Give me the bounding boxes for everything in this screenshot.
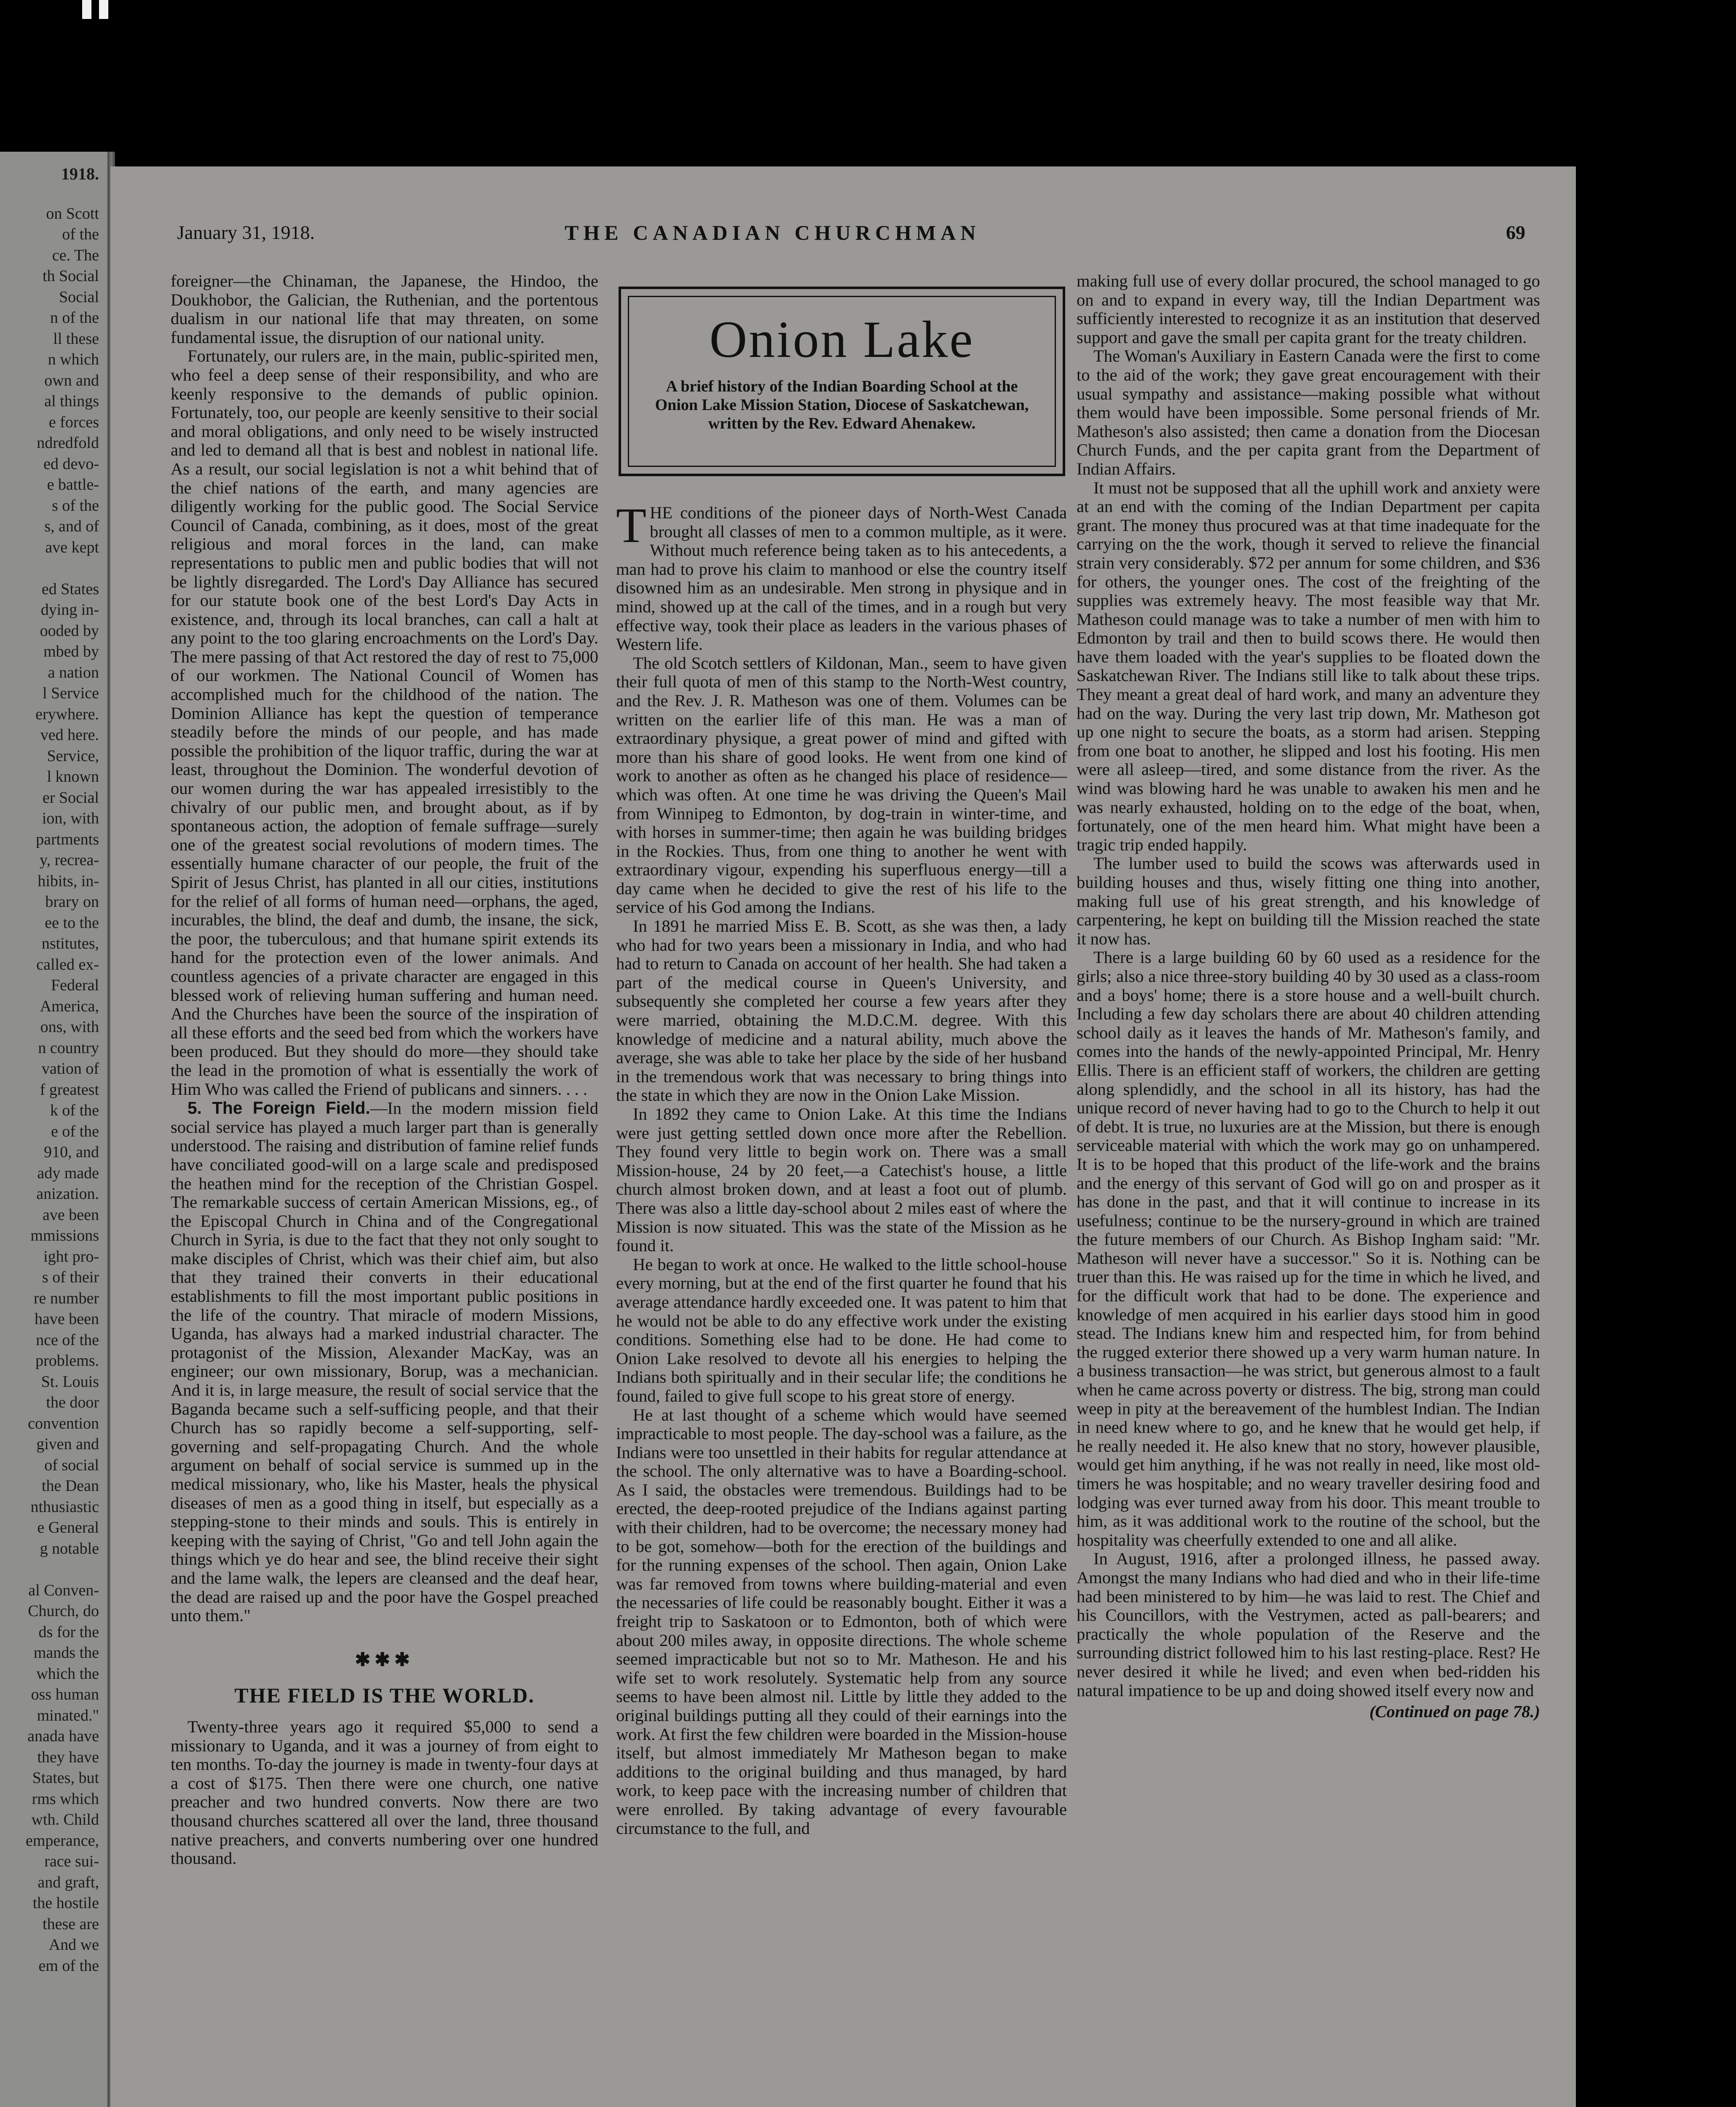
facing-page-fragment: rms which (32, 1790, 99, 1808)
facing-page-fragment: n country (38, 1039, 99, 1057)
facing-page-fragment: ons, with (40, 1018, 99, 1036)
facing-page-fragment: wth. Child (31, 1811, 99, 1828)
paragraph: 5. The Foreign Field.—In the modern mission field social service has played a much larger part than is generally understood. The raising and distribution of famine relief funds have conciliated good-will on a large scale and predisposed the heathen mind for the reception of the Christian Gospel. The remarkable success of certain American Missions, eg., of the Episcopal Church in China and of the Congregational Church in Syria, is due to the fact that they not only sought to make disciples of Christ, which was their chief aim, but also that they trained their converts in their educational establishments to fill the most important public positions in the life of the country. That miracle of modern Missions, Uganda, has always had a marked industrial character. The protagonist of the Mission, Alexander MacKay, was an engineer; our own missionary, Borup, was a mechanician. And it is, in large measure, the result of social service that the Baganda became such a self-sufficing people, and that their Church has so rapidly become a self-supporting, self-governing and self-propagating Church. And the whole argument on behalf of social service is summed up in the medical missionary, who, like his Master, heals the physical diseases of men as a good thing in itself, but especially as a stepping-stone to their minds and souls. This is entirely in keeping with the saying of Christ, "Go and tell John again the things which ye do hear and see, the blind receive their sight and the lame walk, the lepers are cleansed and the deaf hear, the dead are raised up and the poor have the Gospel preached unto them." (171, 1098, 598, 1625)
paragraph: The old Scotch settlers of Kildonan, Man., seem to have given their full quota of men of this stamp to the North-West country, and the Rev. J. R. Matheson was one of them. Volumes can be written on the earlier life of this man. He was a man of extraordinary physique, a great power of mind and gifted with more than his share of good looks. He went from one kind of work to another as often as he changed his place of residence—which was often. At one time he was driving the Queen's Mail from Winnipeg to Edmonton, by dog-train in winter-time, and with horses in summer-time; then again he was building bridges in the Rockies. Thus, from one thing to another he went with extraordinary vigour, expending his superfluous energy—till a day came when he decided to give the rest of his life to the service of his God among the Indians. (616, 653, 1067, 917)
facing-page-fragment: brary on (45, 893, 99, 911)
paragraph: In 1892 they came to Onion Lake. At this time the Indians were just getting settled down once more after the Rebellion. They found very little to begin work on. There was a small Mission-house, 24 by 20 feet,—a Catechist's house, a little church almost broken down, and at least a foot out of plumb. There was also a little day-school about 2 miles east of where the Mission is now situated. This was the state of the Mission as he found it. (616, 1104, 1067, 1255)
paragraph: The Woman's Auxiliary in Eastern Canada were the first to come to the aid of the work; they gave great encouragement with their usual sympathy and assistance—making possible what without them would have been impossible. Some personal friends of Mr. Matheson's also assisted; then came a donation from the Diocesan Church Funds, and the per capita grant from the Department of Indian Affairs. (1077, 346, 1540, 478)
paragraph: THE conditions of the pioneer days of North-West Canada brought all classes of men to a common multiple, as it were. Without much reference being taken as to his antecedents, a man had to prove his claim to manhood or else the country itself disowned him as an undesirable. Men strong in physique and in mind, showed up at the call of the times, and in a rough but very effective way, took their place as leaders in the various phases of Western life. (616, 498, 1067, 654)
facing-page-fragment: ved here. (40, 726, 99, 744)
facing-page-fragment: y, recrea- (40, 851, 99, 869)
facing-page-fragment: own and (44, 371, 99, 389)
facing-page-fragment: ee to the (45, 914, 99, 932)
facing-page-fragment: n of the (50, 309, 99, 327)
facing-page-fragment: vation of (41, 1060, 99, 1078)
facing-page-fragment: called ex- (36, 955, 99, 973)
facing-page-fragment: ave been (43, 1206, 99, 1224)
facing-page-fragment: e battle- (47, 476, 99, 493)
facing-page-fragment: al Conven- (28, 1581, 99, 1599)
article-title-box (619, 287, 1065, 476)
facing-page-fragment: Social (59, 288, 99, 306)
facing-page-fragment: nthusiastic (30, 1498, 99, 1516)
section-title: THE FIELD IS THE WORLD. (234, 1683, 535, 1708)
facing-page-fragment: partments (36, 830, 99, 848)
facing-page-fragment (0, 1559, 107, 1580)
facing-page-fragment: g notable (40, 1539, 99, 1557)
facing-page-fragment: ady made (37, 1164, 99, 1182)
section-separator: ✱✱✱ (355, 1649, 414, 1670)
facing-page-fragment: mands the (33, 1644, 99, 1662)
facing-page-fragment: convention (28, 1414, 99, 1432)
issue-date: January 31, 1918. (177, 222, 315, 243)
facing-page-fragment: n which (48, 351, 99, 368)
paragraph: In August, 1916, after a prolonged illness, he passed away. Amongst the many Indians who had died and who in their life-time had been ministered to by him—he was laid to rest. The Chief and his Councillors, with the Vestrymen, acted as pall-bearers; and practically the whole population of the Reserve and the surrounding district followed him to his last resting-place. Rest? He never desired it while he lived; and even when bed-ridden his natural impatience to be up and doing showed itself every now and (1077, 1549, 1540, 1700)
paragraph: making full use of every dollar procured, the school managed to go on and to expand in every way, till the Indian Department was sufficiently interested to recognize it as an institution that deserved support and gave the small per capita grant for the treaty children. (1077, 271, 1540, 347)
facing-page-fragment: er Social (42, 788, 99, 807)
facing-page-fragment: nce of the (36, 1331, 99, 1349)
facing-page-fragment: ooded by (40, 622, 99, 640)
facing-page-fragment: re number (33, 1289, 99, 1307)
drop-cap: T (616, 498, 647, 553)
facing-page-fragment: ed States (41, 580, 99, 598)
facing-page-fragment: race sui- (44, 1852, 99, 1870)
facing-page-fragment: ce. The (52, 246, 99, 264)
article-title: Onion Lake (709, 311, 975, 368)
facing-page-fragment: ave kept (45, 538, 99, 556)
paragraph: He began to work at once. He walked to the little school-house every morning, but at the end of the first quarter he found that his average attendance hardly exceeded one. It was patent to him that he would not be able to do any effective work under the existing conditions. Something else had to be done. He had come to Onion Lake resolved to devote all his energies to helping the Indians both spiritually and in their secular life; the conditions he found, failed to give full scope to his great store of energy. (616, 1255, 1067, 1405)
facing-page-fragment: ight pro- (43, 1247, 99, 1265)
facing-page-fragment: k of the (50, 1102, 99, 1119)
column-middle (616, 498, 1067, 1838)
facing-page-fragment: and graft, (38, 1873, 99, 1891)
facing-page-fragment: e of the (51, 1122, 99, 1140)
facing-page-fragment: the Dean (41, 1477, 99, 1495)
paragraph: Twenty-three years ago it required $5,000 to send a missionary to Uganda, and it was a journey of from eight to ten months. To-day the journey is made in twenty-four days at a cost of $175. Then there were one church, one native preacher and two hundred converts. Now there are two thousand churches scattered all over the land, three thousand native preachers, and converts numbering over one hundred thousand. (171, 1717, 598, 1868)
facing-page-fragment: have been (35, 1310, 99, 1328)
facing-page-fragment: anada have (27, 1727, 99, 1745)
facing-page-fragment: ion, with (42, 810, 99, 827)
facing-page-fragment: emperance, (25, 1831, 99, 1850)
facing-page-fragment: s of their (42, 1268, 99, 1286)
paragraph: He at last thought of a scheme which would have seemed impracticable to most people. The day-school was a failure, as the Indians were too unsettled in their habits for regular attendance at the school. The only alternative was to have a Boarding-school. As I said, the obstacles were tremendous. Buildings had to be erected, the deep-rooted prejudice of the Indians against parting with their children, had to be overcome; the necessary money had to be got, somehow—both for the erection of the buildings and for the running expenses of the school. Then again, Onion Lake was far removed from towns where building-material and even the necessaries of life could be reasonably bought. Either it was a freight trip to Saskatoon or to Edmonton, both of which were about 200 miles away, in opposite directions. The whole scheme seemed impracticable but not so to Mr. Matheson. He and his wife set to work resolutely. Systematic help from any source seems to have been almost nil. Little by little they added to the original buildings putting all they could of their earnings into the work. At first the few children were boarded in the Mission-house itself, but almost immediately Mr Matheson began to make additions to the original building and thus managed, by hard work, to keep pace with the increasing number of children that were enrolled. By taking advantage of every favourable circumstance to the full, and (616, 1405, 1067, 1838)
facing-page-fragment (0, 558, 107, 579)
facing-page-fragment: minated." (37, 1706, 99, 1724)
facing-page-fragment: ds for the (38, 1623, 99, 1641)
facing-page-fragment: anization. (36, 1185, 99, 1203)
facing-page-fragment: oss human (31, 1686, 99, 1703)
facing-page-fragment: they have (37, 1748, 99, 1766)
facing-page-fragment: America, (40, 997, 99, 1015)
paragraph: foreigner—the Chinaman, the Japanese, the Hindoo, the Doukhobor, the Galician, the Ruthenian, and the portentous dualism in our national life that may threaten, on some fundamental issue, the disruption of our national unity. (171, 271, 598, 347)
page-number: 69 (1506, 222, 1525, 243)
facing-page-fragment: on Scott (46, 204, 99, 222)
facing-page-fragment: mbed by (43, 643, 99, 660)
facing-page-fragment: the hostile (32, 1894, 99, 1912)
facing-page-fragment: St. Louis (41, 1372, 99, 1391)
facing-page-fragment: problems. (35, 1352, 99, 1370)
facing-page-fragment: Service, (47, 747, 99, 765)
facing-page-fragment: e forces (48, 413, 99, 431)
facing-page-fragment: Federal (51, 976, 99, 994)
paragraph: It must not be supposed that all the uphill work and anxiety were at an end with the coming of the Indian Department per capita grant. The money thus procured was at that time inadequate for the carrying on the the work, though it served to relieve the financial strain very considerably. $72 per annum for some children, and $36 for others, the younger ones. The cost of the freighting of the supplies was extremely heavy. The most feasible way that Mr. Matheson could manage was to take a number of men with him to Edmonton by trail and then to build scows there. He would then have them loaded with the year's supplies to be floated down the Saskatchewan River. The Indians still like to talk about these trips. They meant a great deal of hard work, and many an adventure they had on the way. During the very last trip down, Mr. Matheson got up one night to secure the boats, as a storm had arisen. Stepping from one boat to another, he slipped and lost his footing. His men were all asleep—tired, and some distance from the river. As the wind was blowing hard he was unable to awaken his men and he was nearly exhausted, holding on to the edge of the boat, when, fortunately, one of the men heard him. What might have been a tragic trip ended happily. (1077, 478, 1540, 854)
facing-page-fragment: which the (36, 1665, 99, 1683)
paragraph: Fortunately, our rulers are, in the main, public-spirited men, who feel a deep sense of their responsibility, and who are keenly responsive to the demands of public opinion. Fortunately, too, our people are keenly sensitive to their social and moral obligations, and only need to be wisely instructed and led to demand all that is best and noblest in national life. As a result, our social legislation is not a whit behind that of the chief nations of the earth, and many agencies are diligently working for the public good. The Social Service Council of Canada, combining, as it does, most of the great religious and moral forces in the land, can make representations to public men and public bodies that will not be lightly disregarded. The Lord's Day Alliance has secured for our statute book one of the best Lord's Day Acts in existence, and, through its local branches, can call a halt at any point to the too glaring encroachments on the Lord's Day. The mere passing of that Act restored the day of rest to 75,000 of our workmen. The National Council of Women has accomplished much for the childhood of the nation. The Dominion Alliance has kept the question of temperance steadily before the minds of our people, and has made possible the prohibition of the liquor traffic, during the war at least, throughout the Dominion. The wonderful devotion of our women during the war has appealed irresistibly to the chivalry of our public men, and brought about, as if by spontaneous action, the adoption of female suffrage—surely one of the greatest social revolutions of modern times. The essentially humane character of our people, the fruit of the Spirit of Jesus Christ, has planted in all our cities, institutions for the relief of all forms of human need—orphans, the aged, incurables, the blind, the deaf and dumb, the insane, the sick, the poor, the tuberculous; and that humane spirit extends its hand for the protection even of the lower animals. And countless agencies of a private character are engaged in this blessed work of relieving human suffering and human need. And the Churches have been the source of the inspiration of all these efforts and the seed bed from which the workers have been produced. But they should do more—they should take the lead in the promotion of what is essentially the work of Him Who was called the Friend of publicans and sinners. . . . (171, 346, 598, 1099)
facing-page-fragment: e General (37, 1519, 99, 1536)
facing-page-fragment: a nation (48, 663, 99, 681)
facing-page-fragment: given and (36, 1435, 99, 1453)
facing-page-fragment: ll these (53, 330, 99, 348)
facing-page-strip (0, 152, 107, 2107)
column-right (1077, 272, 1540, 1721)
facing-page-fragment: em of the (38, 1957, 99, 1975)
facing-page-year: 1918. (61, 164, 99, 183)
facing-page-fragment: dying in- (40, 601, 99, 619)
facing-page-fragment: 910, and (44, 1143, 99, 1161)
facing-page-fragment: al things (44, 392, 99, 410)
paragraph: The lumber used to build the scows was afterwards used in building houses and thus, wisely fitting one thing into another, making full use of his great strength, and his knowledge of carpentering, he kept on building till the Mission reached the state it now has. (1077, 854, 1540, 948)
facing-page-fragment: erywhere. (35, 705, 99, 723)
paragraph: There is a large building 60 by 60 used as a residence for the girls; also a nice three-story building 40 by 30 used as a class-room and a boys' home; there is a store house and a well-built church. Including a few day scholars there are about 40 children attending school daily as it leaves the hands of Mr. Matheson's family, and comes into the hands of the newly-appointed Principal, Mr. Henry Ellis. There is an efficient staff of workers, the children are getting along splendidly, and the school in all its history, has had the unique record of never having had to go to the Church to help it out of debt. It is true, no luxuries are at the Mission, but there is enough serviceable material with which the work may go on unhampered. It is to be hoped that this product of the life-work and the brains and the energy of this servant of God will go on and prosper as it has done in the past, and that it will continue to increase in its usefulness; continue to be the nursery-ground in which are trained the future members of our Church. As Bishop Ingham said: "Mr. Matheson will never have a successor." So it is. Nothing can be truer than this. He was raised up for the time in which he lived, and for the difficult work that had to be done. The experience and knowledge of men acquired in his earlier days stood him in good stead. The Indians knew him and respected him, for from behind the rugged exterior there showed up a very warm human nature. In a business transaction—he was strict, but generous almost to a fault when he came across poverty or distress. The big, strong man could weep in pity at the bereavement of the humblest Indian. The Indian in need knew where to go, and he knew that he would get help, if he really needed it. He also knew that no story, however plausible, would get him anything, if he was not really in need, like most old-timers he was hospitable; and no weary traveller desiring food and lodging was ever turned away from his door. This meant trouble to him, as it was additional work to the routine of the school, but the hospitality was cheerfully extended to one and all alike. (1077, 948, 1540, 1549)
paragraph: In 1891 he married Miss E. B. Scott, as she was then, a lady who had for two years been a missionary in India, and who had had to return to Canada on account of her health. She had taken a part of the medical course in Queen's University, and subsequently she completed her course a few years after they were married, obtaining the M.D.C.M. degree. With this knowledge of medicine and a natural ability, much above the average, she was able to take her place by the side of her husband in the tremendous work that was necessary to bring things into the state in which they are now in the Onion Lake Mission. (616, 917, 1067, 1105)
facing-page-fragment: the door (46, 1394, 99, 1411)
facing-page-fragment: hibits, in- (38, 872, 99, 890)
facing-page-fragment: of the (62, 225, 99, 243)
facing-page-fragment: s, and of (44, 517, 99, 535)
column-left (171, 272, 598, 1868)
continuation-note: (Continued on page 78.) (1369, 1702, 1540, 1721)
facing-page-fragment: l Service (42, 684, 99, 702)
facing-page-fragment: nstitutes, (41, 935, 99, 952)
facing-page-fragment: l known (47, 768, 99, 785)
article-subtitle: A brief history of the Indian Boarding School at the Onion Lake Mission Station, Diocese of Saskatchewan, written by the Rev. Edward Ahenakew. (655, 378, 1029, 432)
section-runin-heading: 5. The Foreign Field. (188, 1098, 370, 1118)
facing-page-fragment: s of the (52, 496, 99, 515)
facing-page-fragment: ed devo- (43, 455, 99, 473)
facing-page-fragment: States, but (32, 1769, 99, 1787)
running-head (177, 221, 1525, 247)
masthead: THE CANADIAN CHURCHMAN (565, 221, 981, 244)
facing-page-fragment: Church, do (28, 1602, 99, 1620)
facing-page-fragment: f greatest (40, 1080, 99, 1099)
facing-page-fragment: th Social (42, 267, 99, 285)
facing-page-fragments (0, 204, 107, 1977)
facing-page-fragment: ndredfold (37, 434, 99, 452)
facing-page-fragment: And we (48, 1936, 99, 1954)
facing-page-fragment: of social (44, 1456, 99, 1474)
facing-page-fragment: mmissions (30, 1227, 99, 1244)
facing-page-fragment: these are (43, 1915, 99, 1933)
